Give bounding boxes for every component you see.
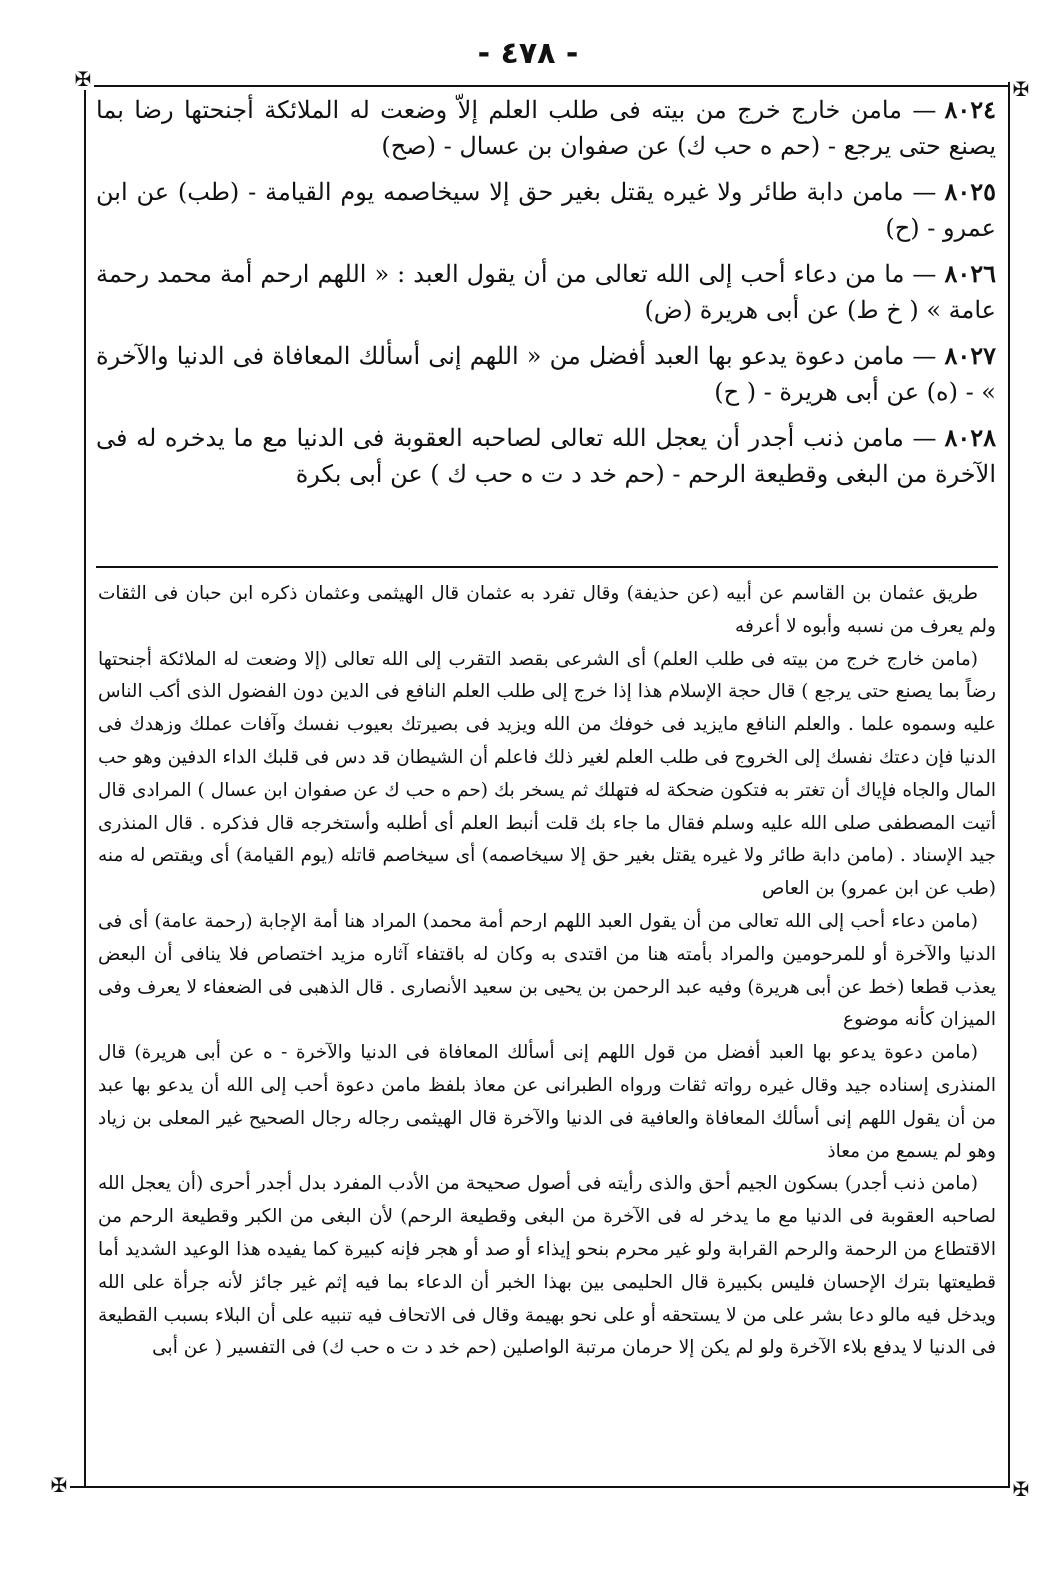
hadith-entry [96, 92, 996, 164]
commentary-section [98, 578, 996, 1478]
commentary-paragraph: (مامن دعوة يدعو بها العبد أفضل من قول اللهم إنى أسألك المعافاة فى الدنيا والآخرة - ه عن أبى هريرة) قال المنذرى إسناده جيد وقال غيره رواته ثقات ورواه الطبرانى عن معاذ بلفظ مامن دعوة أحب إلى الله أن يدعو بها عبد من أن يقول اللهم إنى أسألك المعافاة والعافية فى الدنيا والآخرة قال الهيثمى رجاله رجال الصحيح غير المعلى بن زياد وهو لم يسمع من معاذ [98, 1042, 996, 1162]
page-number: - ٤٧٨ - [477, 36, 579, 71]
hadith-text: — ما من دعاء أحب إلى الله تعالى من أن يقول العبد : « اللهم ارحم أمة محمد رحمة عامة » ( خ ط) عن أبى هريرة (ض) [96, 260, 996, 324]
hadith-number: ٨٠٢٥ [944, 177, 996, 206]
commentary-paragraph: (مامن ذنب أجدر) بسكون الجيم أحق والذى رأيته فى أصول صحيحة من الأدب المفرد بدل أجدر أحرى (أن يعجل الله لصاحبه العقوبة فى الدنيا مع ما يدخر له فى الآخرة من البغى وقطيعة الرحم) لأن البغى من الكبر وقطيعة الرحم من الاقتطاع من الرحمة والرحم القرابة ولو غير محرم بنحو إيذاء أو صد أو هجر فإنه كبيرة كما يفيده هذا الوعيد الشديد أما قطيعتها بترك الإحسان فليس بكبيرة قال الحليمى بين بهذا الخبر أن الدعاء بما فيه إثم غير جائز لأنه جرأة على الله ويدخل فيه مالو دعا بشر على من لا يستحقه أو على نحو بهيمة وقال فى الاتحاف فيه تنبيه على أن البلاء بسبب القطيعة فى الدنيا لا يدفع بلاء الآخرة ولو لم يكن إلا حرمان مرتبة الواصلين (حم خد د ت ه حب ك) فى التفسير ( عن أبى [98, 1173, 996, 1359]
hadith-entry [96, 338, 996, 410]
bottom-rule [60, 1486, 1020, 1488]
corner-ornament-icon: ✠ [72, 68, 94, 90]
hadith-text: — مامن دعوة يدعو بها العبد أفضل من « اللهم إنى أسألك المعافاة فى الدنيا والآخرة » - (ه) عن أبى هريرة - ( ح) [96, 342, 996, 406]
hadith-number: ٨٠٢٧ [944, 341, 996, 370]
corner-ornament-icon: ✠ [1010, 1478, 1032, 1500]
corner-ornament-icon: ✠ [48, 1474, 70, 1496]
hadith-number: ٨٠٢٤ [944, 95, 996, 124]
commentary-paragraph: طريق عثمان بن القاسم عن أبيه (عن حذيفة) وقال تفرد به عثمان قال الهيثمى وعثمان ذكره ابن حبان فى الثقات ولم يعرف من نسبه وأبوه لا أعرفه [98, 583, 996, 637]
hadith-entry [96, 420, 996, 492]
hadith-number: ٨٠٢٨ [944, 423, 996, 452]
hadith-section [96, 92, 996, 562]
section-divider [96, 566, 998, 568]
commentary-paragraph: (مامن خارج خرج من بيته فى طلب العلم) أى الشرعى بقصد التقرب إلى الله تعالى (إلا وضعت له الملائكة أجنحتها رضاً بما يصنع حتى يرجع ) قال حجة الإسلام هذا إذا خرج إلى طلب العلم النافع فى الدين دون الفضول الذى أكب الناس عليه وسموه علما . والعلم النافع مايزيد فى خوفك من الله ويزيد فى بصيرتك بعيوب نفسك وآفات عملك وزهدك فى الدنيا فإن دعتك نفسك إلى الخروج فى طلب العلم لغير ذلك فاعلم أن الشيطان قد دس فى قلبك الداء الدفين وهو حب المال والجاه فإياك أن تغتر به فتكون ضحكة له فتهلك ثم يسخر بك (حم ه حب ك عن صفوان ابن عسال ) المرادى قال أتيت المصطفى صلى الله عليه وسلم فقال ما جاء بك قلت أنبط العلم أى أطلبه وأستخرجه قال فذكره . قال المنذرى جيد الإسناد . (مامن دابة طائر ولا غيره يقتل بغير حق إلا سيخاصمه) أى سيخاصم قاتله (يوم القيامة) أى ويقتص له منه (طب عن ابن عمرو) بن العاص [98, 648, 996, 900]
hadith-entry [96, 174, 996, 246]
hadith-text: — مامن ذنب أجدر أن يعجل الله تعالى لصاحبه العقوبة فى الدنيا مع ما يدخره له فى الآخرة من البغى وقطيعة الرحم - (حم خد د ت ه حب ك ) عن أبى بكرة [96, 424, 996, 488]
top-rule [76, 85, 1024, 87]
hadith-text: — مامن دابة طائر ولا غيره يقتل بغير حق إلا سيخاصمه يوم القيامة - (طب) عن ابن عمرو - (ح) [96, 178, 996, 242]
hadith-entry [96, 256, 996, 328]
corner-ornament-icon: ✠ [1010, 78, 1032, 100]
commentary-paragraph: (مامن دعاء أحب إلى الله تعالى من أن يقول العبد اللهم ارحم أمة محمد) المراد هنا أمة الإجابة (رحمة عامة) أى فى الدنيا والآخرة أو للمرحومين والمراد بأمته هنا من اقتدى به وكان له باقتفاء آثاره مزيد اختصاص فلا ينافى أن البعض يعذب قطعا (خط عن أبى هريرة) وفيه عبد الرحمن بن يحيى بن سعيد الأنصارى . قال الذهبى فى الضعفاء لا يعرف وفى الميزان كأنه موضوع [98, 910, 996, 1031]
hadith-number: ٨٠٢٦ [944, 259, 996, 288]
hadith-text: — مامن خارج خرج من بيته فى طلب العلم إلاّ وضعت له الملائكة أجنحتها رضا بما يصنع حتى يرجع - (حم ه حب ك) عن صفوان بن عسال - (صح) [96, 96, 996, 160]
